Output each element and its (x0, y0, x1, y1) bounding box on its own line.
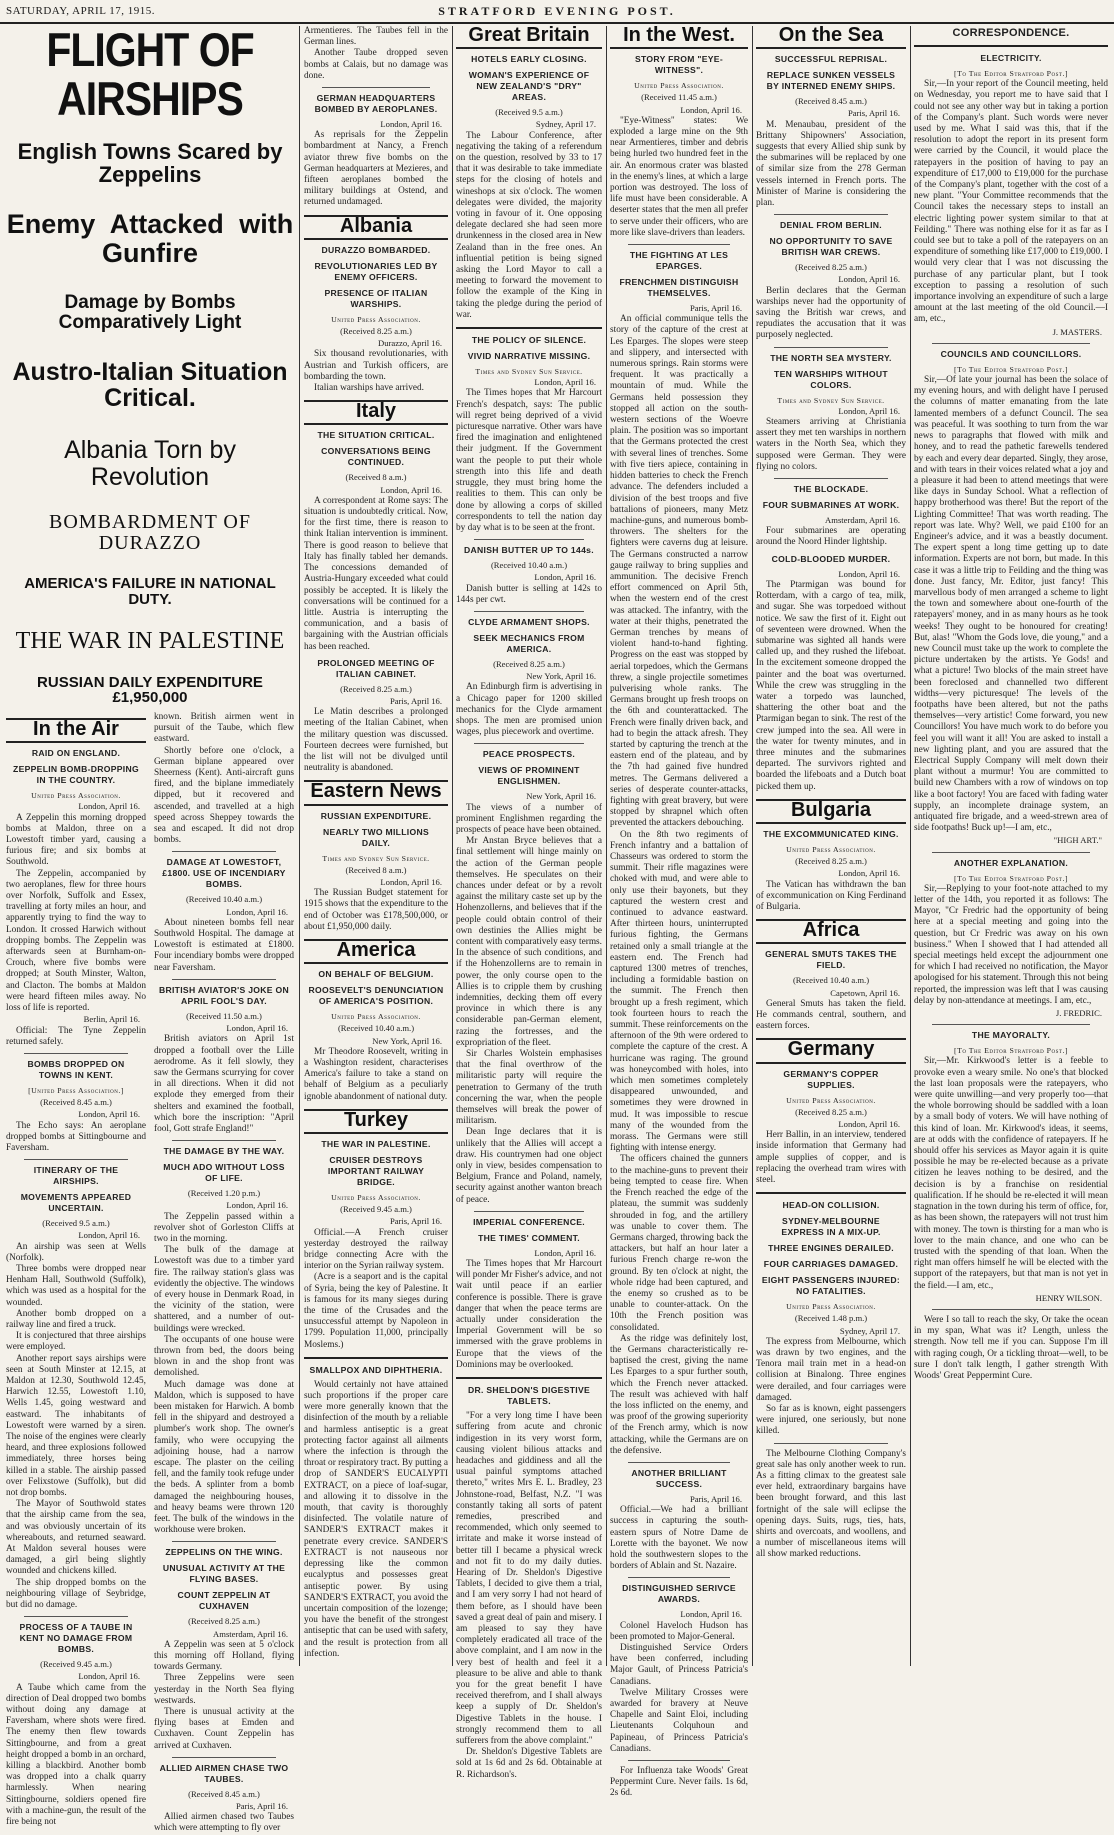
advertisement-text: Dr. Sheldon's Digestive Tablets are sold at 1s 6d and 2s 6d. Obtainable at R. Richardson's. (456, 1747, 602, 1780)
received-time: (Received 8.25 a.m.) (340, 326, 412, 337)
received-time: (Received 10.40 a.m.) (792, 975, 870, 986)
received-time: (Received 9.5 a.m.) (495, 107, 563, 118)
body-text: An official communique tells the story of the capture of the crest at Les Eparges. The slopes were steep and slippery, and intersected with numerous springs. Rain storms were frequent. It was practically a mountain of mud. While the Germans held possession they stopped all action on the south-western sections of the Woevre plain. The position was so important that the Germans protected the crest with several lines of trenches. Some with five tiers apiece, containing in hidden batteries to check the French advance. The defenders included a division of the best troops and five battalions of pioneers, many Metz machine-guns, and numerous bomb-throwers. The shelters for the fighters were caverns dug at leisure. The Germans constructed a narrow gauge railway to bring supplies and ammunition. The decisive French effort commenced on April 5th, when the western end of the crest was attacked. The infantry, with the water at their thighs, penetrated the German trenches by means of violent hand-to-hand fighting. Progress on the east was stopped by aerial torpedoes, which the Germans threw, a single projectile sometimes pulverising whole ranks. The Germans brought up fresh troops on the 6th and counterattacked. The French were finally driven back, and had to begin the attack afresh. They started by capturing the trench at the eastern end of the plateau, and by the 7th had gained five hundred metres. The Germans delivered a series of desperate counter-attacks, fighting with great bravery, but were stopped by shrapnel which often prevented the attackers debouching. (610, 314, 748, 829)
body-text: The officers chained the gunners to the machine-guns to prevent their being tempted to cease fire. When the French reached the edge of the plateau, the summit was suddenly shrouded in fog, and the artillery was unable to cover them. The Germans charged, throwing back the attackers, but half an hour later a furious French charge re-won the ground. By ten o'clock at night, the whole ridge had been captured, and the enemy so crushed as to be unable to counter-attack. On the 10th the French position was consolidated. (610, 1154, 748, 1333)
body-text: Colonel Haveloch Hudson has been promoted to Major-General. (610, 1620, 748, 1642)
dateline: Paris, April 16. (235, 1801, 288, 1812)
letter-text: Sir,—Of late your journal has been the solace of my evening hours, and with delight have I perused the columns of matter emanating from the late lamented members of a defunct Council. The sea was peaceful. It was soothing to turn from the war news to paragraphs that flowed with milk and honey, and to read the pathetic farewells tendered by each and every dear departed. Singly, they arose, and with tears in their voices related what a joy and a pleasure it had been to attend meetings that were like days in Sunday School. What a reflection of happy brotherhood was there! But the report of the Lighting Committee! That was worth reading. The report was late. Why? Well, we paid £100 for an Engineer's advice, and it was a beastly document. The expert spent a long time getting up to date information. Experts are not born, but made. In this case it was a little trip to Feilding and the thing was done. Just fancy, Mr. Editor, just fancy! This marvellous body of men arranged a scheme to light the town and somewhere about one-fourth of the ratepayers' money, and in as many hours as he took weeks! They ought to be honoured for creating! But, alas! "Whom the Gods love, die young," and a new Council must take up the work to complete the picture undertaken by the artists. Ye Gods! and what a picture! Two blocks of the main street have been foreclosed and channelled two different widths—very picturesque! The levels of the footpaths have been altered, but not the paths themselves—very artistic! Come forward, you new Councillors! You have much work to do before you feel you will want it all! You are asked to install a new lighting plant, and you are assured that the Electrical Supply Company will melt down their plant without a murmur! You are committed to build new Chambers with a row of windows on top like a boot factory! You are faced with fading water supply, an incomplete drainage system, an antiquated fire brigade, and a weed-strewn area of side footpaths! Buck up!—I am, etc., (914, 375, 1108, 834)
column-rule (606, 26, 607, 1666)
column-7 (914, 26, 1108, 1666)
subhead: ON BEHALF OF BELGIUM. (318, 969, 434, 980)
separator (474, 1211, 584, 1212)
dateline: New York, April 16. (372, 1035, 442, 1046)
separator (932, 343, 1090, 344)
headline-enemy-attacked: Enemy Attacked with Gunfire (6, 209, 294, 268)
body-text: The Vatican has withdrawn the ban of excommunication on King Ferdinand of Bulgaria. (756, 879, 906, 912)
dateline: Amsterdam, April 16. (825, 515, 900, 526)
dateline: London, April 16. (534, 572, 596, 583)
subhead: SUCCESSFUL REPRISAL. (774, 54, 888, 65)
source-line: Times and Sydney Sun Service. (322, 853, 430, 863)
received-time: (Received 8.25 a.m.) (493, 658, 565, 669)
received-time: (Received 8.25 a.m.) (795, 262, 867, 273)
subhead: HEAD-ON COLLISION. (782, 1200, 880, 1211)
editor-address: [To The Editor Stratford Post.] (953, 873, 1068, 883)
subhead: STORY FROM "EYE-WITNESS". (635, 54, 723, 76)
body-text: A correspondent at Rome says: The situation is undoubtedly critical. Now, for the first time, there is reason to think Italian intervention is imminent. There is good reason to believe that Italy has finally tabled her demands. The concessions demanded of Austria-Hungary exceeded what could possibly be accepted. It is likely the conversations will be continued for a little. Austria is interrupting the communication, and a basis of bargaining with the Austrian officials has been reached. (304, 495, 448, 652)
separator (914, 45, 1108, 47)
body-text: known. British airmen went in pursuit of the Taube, which flew eastward. (154, 712, 294, 745)
subhead: THE MAYORALTY. (971, 1030, 1051, 1041)
subhead: COUNT ZEPPELIN AT CUXHAVEN (177, 1590, 271, 1612)
body-text: Shortly before one o'clock, a German biplane appeared over Sheerness (Kent). Anti-aircraft guns fired, and the biplane immediately dipped, but it recovered and ascended, and travelled at a high speed across Sheppey towards the sea and escaped. It did not drop bombs. (154, 745, 294, 846)
subhead: ALLIED AIRMEN CHASE TWO TAUBES. (159, 1762, 289, 1784)
separator (172, 1541, 276, 1542)
column-rule (452, 26, 453, 1666)
separator (24, 1053, 128, 1054)
subhead: ROOSEVELT'S DENUNCIATION OF AMERICA'S POSITION. (308, 985, 444, 1007)
dateline: London, April 16. (226, 1200, 288, 1211)
body-text: The views of a number of prominent Englishmen regarding the prospects of peace have been obtained. (456, 802, 602, 835)
subhead: NEARLY TWO MILLIONS DAILY. (323, 826, 429, 848)
received-time: (Received 10.40 a.m.) (337, 1023, 415, 1034)
dateline: London, April 16. (680, 1609, 742, 1620)
separator (628, 1462, 730, 1463)
body-text: A Zeppelin this morning dropped bombs at Maldon, three on a Lowestoft timber yard, causing a furious fire; and six bombs at Southwold. (6, 812, 146, 868)
body-text: An airship was seen at Wells (Norfolk). (6, 1241, 146, 1263)
dateline: London, April 16. (680, 104, 742, 115)
body-text: The Labour Conference, after negativing the taking of a referendum on the question, resolved by 33 to 17 that it was desirable to take immediate steps for the closing of hotels and wineshops at six o'clock. The women delegates were divided, the majority voting in favour of it. One opposing delegate declared she had seen more drunkenness in the closed area in New Zealand than in the free ones. An influential petition is being signed asking the Lord Mayor to call a meeting to forward the movement to follow the example of the King in taking the pledge during the period of war. (456, 130, 602, 320)
separator (474, 611, 584, 612)
letter-text: Sir,—In your report of the Council meeting, held on Wednesday, you report me to have said that I could not see any other way but in taking a portion of the Company's plant. Such words were never used by me. What I said was this, that if the resolution to adopt the report in its present form were carried by the Council, it would place the ratepayers in the position of having to pay an expenditure of £17,000 to £19,000 for the purchase of the Company's plant, together with the cost of a new plant. "Your Committee recommends that the Council takes the necessary steps to install an electric lighting power system similar to that at Feilding." There was nothing else for it as far as I could see but to take a poll of the ratepayers on an expenditure of something like £17,000 to £19,000. I would very clear that I was not discussing the purchase of any particular plant, but I took exception to passing a resolution of such importance involving an expenditure of such a large amount at the last meeting of the old Council.—I am, etc., (914, 79, 1108, 325)
dateline: Durazzo, April 16. (378, 338, 442, 349)
separator (172, 1140, 276, 1141)
headline-war-palestine: THE WAR IN PALESTINE (15, 628, 285, 655)
body-text: Another bomb dropped on a railway line and fired a truck. (6, 1308, 146, 1330)
body-text: The Zeppelin, accompanied by two aeroplanes, flew for three hours over Norfolk, Suffolk and Essex, travelling at forty miles an hour, and apparently trying to find the way to London. It crossed Harwich without dropping bombs. The Zeppelin was afterwards seen at Burnham-on-Crouch, where five bombs were dropped; at South Minster, Walton, and Clacton. The bombs at Maldon were heard fifteen miles away. No loss of life is reported. (6, 868, 146, 1014)
subhead: THREE ENGINES DERAILED. (768, 1243, 894, 1254)
section-albania: Albania (304, 215, 448, 240)
body-text: The ship dropped bombs on the neighbouring village of Seybridge, but did no damage. (6, 1577, 146, 1611)
subhead: VIEWS OF PROMINENT ENGLISHMEN. (478, 765, 580, 787)
dateline: London, April 16. (78, 1230, 140, 1241)
subhead: VIVID NARRATIVE MISSING. (467, 351, 591, 362)
subhead: PEACE PROSPECTS. (482, 749, 576, 760)
subhead: DENIAL FROM BERLIN. (780, 220, 882, 231)
body-text: Dean Inge declares that it is unlikely that the Allies will accept a draw. His countrymen had one object only in view, besides compensation to Belgium, France and Poland, namely, security against another wanton breach of peace. (456, 1127, 602, 1205)
subhead: MOVEMENTS APPEARED UNCERTAIN. (20, 1192, 132, 1214)
body-text: The Ptarmigan was bound for Rotterdam, with a cargo of tea, milk, and sugar. She was torpedoed without notice. We saw the first of it. Eight out of seventeen were drowned. When the submarine was sighted all hands were called up, and they rushed the lifeboat. In the excitement someone dropped the painter and the boat was overturned. While the crew was struggling in the water a torpedo was launched, shattering the other boat and the Ptarmigan began to sink. The rest of the crew jumped into the sea. All were in the water for twenty minutes, and in three minutes and the submarines departed. The survivors righted and boarded the lifeboats and a Dutch boat picked them up. (756, 579, 906, 792)
body-text: Four submarines are operating around the Noord Hinder lightship. (756, 526, 906, 548)
column-1 (6, 23, 294, 1834)
separator (456, 327, 602, 329)
received-time: (Received 10.40 a.m.) (490, 560, 568, 571)
body-text: Six thousand revolutionaries, with Austrian and Turkish officers, are bombarding the town. (304, 349, 448, 382)
dateline: London, April 16. (838, 405, 900, 416)
body-text: The bulk of the damage at Lowestoft was due to a timber yard fire. The railway station's glass was evidently the objective. The windows of every house in Denmark Road, in the vicinity of the station, were shattered, and a number of out-buildings were wrecked. (154, 1245, 294, 1334)
body-text: The Times hopes that Mr Harcourt French's despatch, says: The public will regret being deprived of a vivid picturesque narrative. Other wars have fired the imagination and enlightened their judgment. If the Government want the people to put their whole strength into this life and death struggle, they must bring home the realities to them. This can only be done by allowing a corps of skilled correspondents to tell the nation day by day what is to be seen at the front. (456, 388, 602, 533)
subhead: CRUISER DESTROYS IMPORTANT RAILWAY BRIDGE. (327, 1155, 425, 1187)
subhead: FRENCHMEN DISTINGUISH THEMSELVES. (619, 277, 739, 299)
body-text: A Zeppelin was seen at 5 o'clock this morning off Holland, flying towards Germany. (154, 1639, 294, 1673)
dateline: London, April 16. (534, 1247, 596, 1258)
body-text: Le Matin describes a prolonged meeting of the Italian Cabinet, when the military question was discussed. Fourteen decrees were furnished, but the list will not be divulged until neutrality is abandoned. (304, 707, 448, 774)
dateline: London, April 16. (78, 1671, 140, 1682)
section-africa: Africa (756, 919, 906, 944)
column-2-inner (154, 712, 294, 1835)
dateline: Capetown, April 16. (830, 987, 900, 998)
subhead: BRITISH AVIATOR'S JOKE ON APRIL FOOL'S DAY. (158, 984, 290, 1006)
signature: HENRY WILSON. (1035, 1292, 1102, 1303)
body-text: Distinguished Service Orders have been conferred, including Major Gault, of Princess Patricia's Canadians. (610, 1643, 748, 1687)
subhead: DURAZZO BOMBARDED. (321, 244, 431, 255)
source-line: [United Press Association.] (28, 1085, 124, 1095)
received-time: (Received 8.45 a.m.) (40, 1097, 112, 1108)
subhead: THE NORTH SEA MYSTERY. (770, 352, 892, 363)
body-text: Berlin declares that the German warships never had the opportunity of saving the British war crews, and repudiates the accusation that it was purposely neglected. (756, 285, 906, 341)
subhead: THE SITUATION CRITICAL. (317, 430, 435, 441)
separator (932, 852, 1090, 853)
subhead: ELECTRICITY. (980, 53, 1042, 63)
subhead: ZEPPELIN BOMB-DROPPING IN THE COUNTRY. (13, 764, 139, 786)
body-text: About nineteen bombs fell near Southwold Hospital. The damage at Lowestoft is estimated at £1800. Four incendiary bombs were dropped near Faversham. (154, 917, 294, 973)
source-line: Times and Sydney Sun Service. (475, 367, 583, 377)
separator (322, 87, 430, 88)
section-germany: Germany (756, 1038, 906, 1063)
received-time: (Received 9.45 a.m.) (340, 1204, 412, 1215)
column-4 (456, 24, 603, 1780)
body-text: There is unusual activity at the flying bases at Emden and Cuxhaven. Count Zeppelin has arrived at Cuxhaven. (154, 1707, 294, 1751)
subhead: RAID ON ENGLAND. (31, 748, 121, 759)
body-text: Three Zeppelins were seen yesterday in the North Sea flying westwards. (154, 1673, 294, 1706)
advertisement-text: Would certainly not have attained such proportions if the proper care were more generally known that the disinfection of the mouth by a reliable and harmless antiseptic is a great protecting factor against all ailments where the infection is through the throat or respiratory tract. By putting a drop of SANDER'S EUCALYPTI EXTRACT, on a piece of loaf-sugar, and allowing it to dissolve in the mouth, that cavity is thoroughly disinfected. The volatile nature of SANDER'S EXTRACT makes it penetrate every crevice. SANDER'S EXTRACT is not nauseous nor depressing like the common eucalyptus and possesses great antiseptic power. By using SANDER'S EXTRACT, you avoid the uncertain composition of the lozenge; you have the benefit of the strongest antiseptic that can be used with safety, and the result is protection from all infection. (304, 1379, 448, 1659)
source-line: United Press Association. (786, 1302, 876, 1312)
body-text: Official.—A French cruiser yesterday destroyed the railway bridge connecting Acre with the interior on the Syrian railway system. (304, 1227, 448, 1272)
subhead: COUNCILS AND COUNCILLORS. (940, 348, 1082, 359)
body-text: Three bombs were dropped near Henham Hall, Southwold (Suffolk), which was used as a hospital for the wounded. (6, 1263, 146, 1308)
body-text: Mr Theodore Roosevelt, writing in a Washington resident, characterises America's failure to take a stand on behalf of Belgium as a peculiarly ignoble abandonment of national duty. (304, 1046, 448, 1102)
subhead: DAMAGE AT LOWESTOFT, £1800. USE OF INCENDIARY BOMBS. (162, 857, 286, 890)
subhead: TEN WARSHIPS WITHOUT COLORS. (774, 368, 888, 390)
separator (474, 743, 584, 744)
advertisement-text: Were I so tall to reach the sky, Or take the ocean in my span, What was it? Length, unless the strength. Now tell me if you can. Suppose I'm ill with raging cough, Or a tickling throat—well, to be sure I don't talk length, I gather strength With Woods' Great Peppermint Cure. (914, 1314, 1108, 1381)
dateline: London, April 16. (838, 274, 900, 285)
body-text: Allied airmen chased two Taubes which were attempting to fly over (154, 1812, 294, 1834)
dateline: London, April 16. (78, 1109, 140, 1120)
received-time: (Received 8.25 a.m.) (188, 1616, 260, 1627)
body-text: The occupants of one house were thrown from bed, the doors being blown in and the shop front was demolished. (154, 1334, 294, 1379)
masthead (0, 0, 1114, 24)
subhead: EIGHT PASSENGERS INJURED: NO FATALITIES. (761, 1275, 901, 1297)
section-italy: Italy (304, 400, 448, 425)
section-turkey: Turkey (304, 1109, 448, 1134)
subhead: GERMAN HEADQUARTERS BOMBED BY AEROPLANES. (314, 93, 438, 115)
headline-austro-italian: Austro-Italian Situation Critical. (12, 357, 288, 413)
subhead: SEEK MECHANICS FROM AMERICA. (473, 632, 585, 654)
body-text: M. Menaubau, president of the Brittany Shipowners' Association, suggests that every Allied ship sunk by the submarines will be replaced by one of similar size from the 278 German vessels interned in French ports. The Minister of Marine is considering the plan. (756, 119, 906, 209)
dateline: New York, April 16. (526, 671, 596, 682)
separator (456, 1377, 602, 1379)
signature: J. FREDRIC. (1055, 1008, 1102, 1019)
headline-bombardment-durazzo: BOMBARDMENT OF DURAZZO (49, 510, 251, 554)
subhead: THE DAMAGE BY THE WAY. (163, 1146, 285, 1157)
subhead: DISTINGUISHED SERIVCE AWARDS. (622, 1583, 736, 1605)
column-5 (610, 24, 748, 1799)
body-text: So far as is known, eight passengers were injured, one seriously, but none killed. (756, 1404, 906, 1437)
separator (628, 1577, 730, 1578)
source-line: United Press Association. (786, 844, 876, 854)
subhead: IMPERIAL CONFERENCE. (473, 1216, 585, 1227)
separator (774, 1443, 888, 1444)
column-rule (299, 26, 300, 1666)
subhead: GERMANY'S COPPER SUPPLIES. (783, 1068, 879, 1090)
body-text: A Taube which came from the direction of Deal dropped two bombs without doing any damage at Faversham, where shots were fired. The enemy then flew towards Sittingbourne, and from a great height dropped a bomb in an orchard, killing a blackbird. Another bomb was dropped into a chalk quarry harmlessly. When nearing Sittingbourne, soldiers opened fire with a machine-gun, the result of the fire being not (6, 1682, 146, 1828)
separator (24, 1616, 128, 1617)
dateline: Berlin, April 16. (83, 1014, 140, 1025)
body-text: Official: The Tyne Zeppelin returned safely. (6, 1025, 146, 1047)
editor-address: [To The Editor Stratford Post.] (953, 1046, 1068, 1056)
dateline: New York, April 16. (526, 791, 596, 802)
received-time: (Received 8.45 a.m.) (795, 96, 867, 107)
issue-date: SATURDAY, APRIL 17, 1915. (6, 5, 156, 17)
separator (774, 214, 888, 215)
section-in-the-west: In the West. (610, 26, 748, 49)
signature: "HIGH ART." (1053, 835, 1102, 846)
received-time: (Received 11.45 a.m.) (641, 92, 717, 103)
separator (304, 1357, 448, 1359)
subhead: FOUR CARRIAGES DAMAGED. (763, 1259, 899, 1270)
subhead: DR. SHELDON'S DIGESTIVE TABLETS. (467, 1385, 591, 1407)
headline-russian-expenditure: RUSSIAN DAILY EXPENDITURE £1,950,000 (37, 673, 263, 707)
received-time: (Received 11.50 a.m.) (186, 1010, 262, 1021)
separator (932, 1024, 1090, 1025)
separator (628, 1760, 730, 1761)
column-6 (756, 26, 906, 1666)
received-time: (Received 8 a.m.) (345, 472, 407, 483)
dateline: Paris, April 16. (689, 1493, 742, 1504)
dateline: London, April 16. (380, 484, 442, 495)
subhead: UNUSUAL ACTIVITY AT THE FLYING BASES. (162, 1563, 286, 1585)
section-great-britain: Great Britain (456, 26, 602, 49)
dateline: London, April 16. (534, 377, 596, 388)
dateline: Paris, April 16. (389, 1216, 442, 1227)
dateline: London, April 16. (380, 119, 442, 130)
received-time: (Received 1.20 p.m.) (187, 1188, 261, 1199)
subhead: SMALLPOX AND DIPHTHERIA. (309, 1364, 443, 1375)
subhead: BOMBS DROPPED ON TOWNS IN KENT. (27, 1058, 125, 1080)
body-text: "Eye-Witness" states: We exploded a large mine on the 9th near Armentieres, timber and debris being hurled two hundred feet in the air. An enormous crater was blasted in the enemy's lines, at which a large portion was destroyed. The loss of life must have been considerable. A deserter states that the men all prefer to serve under their officers, who are more like slave-drivers than leaders. (610, 115, 748, 238)
subhead: REVOLUTIONARIES LED BY ENEMY OFFICERS. (314, 260, 438, 282)
dateline: London, April 16. (226, 906, 288, 917)
subhead: REPLACE SUNKEN VESSELS BY INTERNED ENEMY SHIPS. (766, 70, 896, 92)
received-time: (Received 10.40 a.m.) (185, 894, 263, 905)
subhead: MUCH ADO WITHOUT LOSS OF LIFE. (163, 1162, 285, 1184)
headline-english-towns: English Towns Scared by Zeppelins (17, 139, 283, 188)
body-text: Twelve Military Crosses were awarded for bravery at Neuve Chapelle and Saint Eloi, including Lieutenants Colquhoun and Papineau, of Princess Patricia's Canadians. (610, 1687, 748, 1754)
body-text: Steamers arriving at Christiania assert they met ten warships in northern waters in the North Sea, which they supposed were German. They were flying no colors. (756, 417, 906, 472)
separator (172, 979, 276, 980)
dateline: London, April 16. (838, 568, 900, 579)
subhead: THE POLICY OF SILENCE. (471, 335, 587, 346)
dateline: Paris, April 16. (847, 108, 900, 119)
source-line: United Press Association. (331, 314, 421, 324)
subhead: PROCESS OF A TAUBE IN KENT NO DAMAGE FROM BOMBS. (19, 1622, 133, 1655)
subhead: PROLONGED MEETING OF ITALIAN CABINET. (317, 657, 435, 679)
body-text: Armentieres. The Taubes fell in the German lines. (304, 26, 448, 48)
subhead: DANISH BUTTER UP TO 144s. (464, 545, 594, 556)
body-text: General Smuts has taken the field. He commands central, southern, and eastern forces. (756, 998, 906, 1032)
dateline: Sydney, April 17. (535, 119, 596, 130)
body-text: Official.—We had a brilliant success in capturing the south-eastern spurs of Notre Dame de Lorette with the bayonet. We now hold the southwestern slopes to the borders of Ablain and St. Nazaire. (610, 1505, 748, 1572)
body-text: The Zeppelin passed within a revolver shot of Gorleston Cliffs at two in the morning. (154, 1211, 294, 1244)
dateline: Sydney, April 17. (839, 1325, 900, 1336)
received-time: (Received 1.48 p.m.) (794, 1313, 868, 1324)
advertisement-text: The Melbourne Clothing Company's great sale has only another week to run. As a fitting climax to the greatest sale ever held, extraordinary bargains have been brought forward, and this last fortnight of the sale will eclipse the opening days. Suits, rugs, ties, hats, shirts and overcoats, and woollens, and a number of miscellaneous items will all show marked reductions. (756, 1448, 906, 1560)
received-time: (Received 9.5 a.m.) (42, 1218, 110, 1229)
body-text: Italian warships have arrived. (314, 383, 424, 394)
dateline: London, April 16. (380, 876, 442, 887)
subhead: SYDNEY-MELBOURNE EXPRESS IN A MIX-UP. (781, 1216, 881, 1238)
dateline: London, April 16. (838, 868, 900, 879)
separator (774, 347, 888, 348)
editor-address: [To The Editor Stratford Post.] (953, 364, 1068, 374)
letter-text: Sir,—Replying to your foot-note attached to my letter of the 14th, you reported it as follows: The Mayor, "Cr Fredric had the opportunity of being here at a special meeting and going into the question, but Cr Fredric was away on his own business." When I showed that I had attended all special meetings held except the adjournment one for which I had received no notification, the Mayor apologised for his statement. Through this not being reported, the impression was left that I was causing delay by non-attendance at meetings. I am, etc., (914, 883, 1109, 1006)
section-on-the-sea: On the Sea (756, 26, 906, 49)
body-text: Another Taube dropped seven bombs at Calais, but no damage was done. (304, 48, 448, 81)
body-text: Much damage was done at Maldon, which is supposed to have been mistaken for Harwich. A bomb fell in the shipyard and destroyed a plumber's work shop. The owner's family, who were occupying the adjoining house, had a narrow escape. The plaster on the ceiling fell, and the family took refuge under the beds. A splinter from a bomb damaged the neighbouring houses, and heavy beams were thrown 120 feet. The bulk of the windows in the workhouse were broken. (154, 1379, 294, 1536)
dateline: London, April 16. (838, 1119, 900, 1129)
subhead: ANOTHER EXPLANATION. (953, 857, 1069, 868)
editor-address: [To The Editor Stratford Post.] (953, 69, 1068, 78)
dateline: Paris, April 16. (689, 303, 742, 314)
advertisement-text: For Influenza take Woods' Great Peppermint Cure. Never fails. 1s 6d, 2s 6d. (610, 1766, 748, 1799)
source-line: United Press Association. (31, 791, 121, 801)
section-eastern-news: Eastern News (304, 780, 448, 805)
subhead: NO OPPORTUNITY TO SAVE BRITISH WAR CREWS. (769, 236, 893, 258)
source-line: United Press Association. (331, 1012, 421, 1022)
body-text: It is conjectured that three airships were employed. (6, 1331, 146, 1353)
subhead: FOUR SUBMARINES AT WORK. (762, 500, 900, 511)
dateline: London, April 16. (78, 801, 140, 812)
body-text: Mr Anstan Bryce believes that a final settlement will hinge mainly on the action of the German people themselves. He speculates on their chances under defeat or by a revolt against the military caste set up by the Hohenzollerns, and believes that if the people could obtain control of their own destinies the Allies might be content with comparatively easy terms. In the absence of such conditions, and if the Hohenzollerns are to remain in power, the only course open to the Allies is to cripple them by crushing indemnities, decking them off every province in which there is any considerable pan-German element, razing the fortresses, and the expropriation of the fleet. (456, 836, 602, 1048)
column-3 (304, 26, 448, 1666)
source-line: United Press Association. (786, 1095, 876, 1105)
column-rule (752, 26, 753, 1666)
subhead: THE EXCOMMUNICATED KING. (763, 828, 899, 839)
separator (774, 478, 888, 479)
received-time: (Received 8.25 a.m.) (340, 683, 412, 694)
subhead: THE TIMES' COMMENT. (478, 1232, 580, 1243)
headline-albania-torn: Albania Torn by Revolution (64, 436, 236, 491)
section-bulgaria: Bulgaria (756, 799, 906, 824)
subhead: CONVERSATIONS BEING CONTINUED. (321, 446, 431, 468)
separator (24, 1159, 128, 1160)
body-text: The express from Melbourne, which was drawn by two engines, and the Tenora mail train met in a head-on collision at Binalong. Three engines were derailed, and four carriages were damaged. (756, 1336, 906, 1403)
separator (172, 1757, 276, 1758)
body-text: (Acre is a seaport and is the capital of Syria, being the key of Palestine. It is famous for its many sieges during the time of the Crusades and the unsuccessful attempt by Napoleon in 1799. Population 11,000, principally Moslems.) (304, 1272, 448, 1350)
headline-damage-by-bombs: Damage by Bombs Comparatively Light (58, 291, 242, 333)
body-text: Sir Charles Wolstein emphasises that the final overthrow of the militaristic party will require the penetration to Germany of the truth concerning the war, when the people themselves will break the power of militarism. (456, 1049, 602, 1127)
subhead: COLD-BLOODED MURDER. (771, 553, 891, 564)
dateline: Amsterdam, April 16. (213, 1628, 288, 1639)
subhead: ITINERARY OF THE AIRSHIPS. (33, 1165, 119, 1187)
received-time: (Received 8.25 a.m.) (795, 856, 867, 867)
received-time: (Received 8 a.m.) (345, 864, 407, 875)
advertisement-text: "For a very long time I have been suffering from acute and chronic indigestion in its very worst form, causing violent bilious attacks and headaches and giddiness and all the usual painful symptoms attached thereto," writes Mrs E. L. Bradley, 23 Johnstone-road, Belfast, N.Z. "I was constantly taking all sorts of patent remedies, prescribed and recommended, which only seemed to irritate and make it worse instead of better till I became a physical wreck and not fit to do my daily duties. Hearing of Dr. Sheldon's Digestive Tablets, I decided to give them a trial, and I am very sorry I had not heard of them before, as I should have been saved a great deal of pain and misery. I am pleased to say they have completely eradicated all trace of the above complaint, and I am now in the very best of health and feel it a pleasure to be alive and able to thank you for the great benefit I have received therefrom, and I shall always keep a supply of Dr. Sheldon's Digestive Tablets in the house. I strongly recommend them to all sufferers from the above complaint." (456, 1411, 602, 1746)
source-line: United Press Association. (634, 81, 724, 91)
subhead: THE BLOCKADE. (793, 484, 869, 495)
subhead: WOMAN'S EXPERIENCE OF NEW ZEALAND'S "DRY" AREAS. (468, 70, 590, 103)
column-rule (910, 26, 911, 1666)
section-in-the-air: In the Air (6, 718, 146, 743)
letter-text: Sir,—Mr. Kirkwood's letter is a feeble to provoke even a weary smile. No one's that blocked the last loan proposals were the ratepayers, who were quite unwilling—and very properly too—that the whole borrowing should be saddled with a loan by a small body of voters. We will have nothing of this kind of loan. Mr. Kirkwood's ideas, it seems, are at odds with the confidence of ratepayers. If he should offer his services as Mayor again it is quite possible he may be re-elected because as a private citizen he leaves nothing to be desired, and the decision is by a franchise on residential qualification. If he should be re-elected it will mean stagnation in the town during his term of office, for, as has been shown, the ratepayers will not trust him with money. The town is thirsting for a man who is lover to the main chance, and one who can be trusted with the spending of that loan. When the right man offers himself he will be elected with the support of the ratepayers, but that man is not yet in the field.—I am, etc., (914, 1056, 1108, 1291)
signature: J. MASTERS. (1052, 326, 1102, 337)
section-america: America (304, 939, 448, 964)
subhead: ANOTHER BRILLIANT SUCCESS. (631, 1467, 727, 1489)
body-text: The Russian Budget statement for 1915 shows that the expenditure to the end of October was £178,500,000, or about £1,950,000 daily. (304, 888, 448, 932)
body-text: An Edinburgh firm is advertising in a Chicago paper for 1200 skilled mechanics for the Clyde armament shops. The men are promised union wages, plus piecework and overtime. (456, 682, 602, 738)
headline-america-failure: AMERICA'S FAILURE IN NATIONAL DUTY. (24, 574, 276, 608)
subhead: THE WAR IN PALESTINE. (321, 1139, 431, 1149)
subhead: PRESENCE OF ITALIAN WARSHIPS. (324, 287, 428, 309)
headline-flight-of-airships: FLIGHT OF AIRSHIPS (46, 23, 254, 126)
body-text: The Echo says: An aeroplane dropped bombs at Sittingbourne and Faversham. (6, 1120, 146, 1153)
separator (628, 244, 730, 245)
separator (932, 1309, 1090, 1310)
body-text: As reprisals for the Zeppelin bombardment at Nancy, a French aviator threw five bombs on the German headquarters at Mezieres, and fifteen aeroplanes bombed the military buildings at Ostend, and returned undamaged. (304, 130, 448, 208)
body-text: Another report says airships were seen at South Minster at 12.15, at Maldon at 12.30, Southwold 12.45, Harwich 12.55, Lowestoft 1.10, Wells 1.45, going westward and eastward. The inhabitants of Lowestoft were warned by a siren. The noise of the engines were clearly heard, and three explosions followed immediately, three horses being killed in a stable. The airship passed over Felixstowe (Suffolk), but did not drop bombs. (6, 1353, 146, 1498)
body-text: Herr Ballin, in an interview, tendered inside information that Germany had ample supplies of copper, and is replacing the overhead tram wires with steel. (756, 1130, 906, 1186)
separator (172, 851, 276, 852)
source-line: Times and Sydney Sun Service. (777, 395, 885, 405)
body-text: The Times hopes that Mr Harcourt will ponder Mr Fisher's advice, and not wait until peace if an earlier conference is possible. There is grave danger that when the peace terms are actually under consideration the Imperial Government will be so immersed with the grave problems in Europe that the views of the Dominions may be overlooked. (456, 1259, 603, 1370)
subhead: CLYDE ARMAMENT SHOPS. (468, 616, 590, 627)
body-text: The Mayor of Southwold states that the airship came from the sea, and was obviously uncertain of its whereabouts, and returned seaward. At Maldon several houses were damaged, a girl being slightly wounded and chickens killed. (6, 1499, 146, 1577)
body-text: Danish butter is selling at 142s to 144s per cwt. (456, 583, 602, 605)
body-text: British aviators on April 1st dropped a football over the Lille aerodrome. As it fell slowly, they saw the Germans scurrying for cover in all directions. When it did not explode they emerged from their shelters and examined the football, which bore the inscription: "April fool, Gott strafe England!" (154, 1034, 294, 1134)
subhead: THE FIGHTING AT LES EPARGES. (629, 250, 729, 272)
body-text: As the ridge was definitely lost, the Germans characteristically re-baptised the crest, giving the name Les Eparges to a spur further south, which the French never attacked. The result was achieved with half the loss inflicted on the enemy, and was proof of the growing superiority of the French army, which is now attacking, while the Germans are on the defensive. (610, 1333, 748, 1456)
received-time: (Received 9.45 a.m.) (40, 1659, 112, 1670)
source-line: United Press Association. (331, 1193, 421, 1202)
subhead: GENERAL SMUTS TAKES THE FIELD. (765, 949, 897, 971)
dateline: Paris, April 16. (389, 695, 442, 706)
subhead: HOTELS EARLY CLOSING. (471, 54, 587, 65)
subhead: RUSSIAN EXPENDITURE. (320, 810, 432, 821)
paper-title: STRATFORD EVENING POST. (438, 4, 676, 18)
received-time: (Received 8.45 a.m.) (188, 1788, 260, 1799)
body-text: On the 8th two regiments of French infantry and a battalion of Chasseurs was ordered to storm the summit. Their rifle magazines were choked with mud, and were able to only use their bayonets, but they captured the western crest and continued to advance eastward. After thirteen hours, uninterrupted furious fighting, the Germans retained only a small triangle at the eastern end. The French had captured 1300 metres of trenches, including a formidable bastion on the summit. The French then brought up a fresh regiment, which took fourteen hours to reach the summit. These reinforcements on the afternoon of the 9th were ordered to complete the capture of the crest. A hurricane was raging. The ground was honeycombed with holes, into which men sometimes completely disappeared unwounded, and sometimes they were drowned in mud. It was impossible to rescue many of the wounded from the morass. The Germans were still fighting with intense energy. (610, 829, 748, 1154)
separator (756, 1192, 906, 1194)
received-time: (Received 8.25 a.m.) (795, 1106, 867, 1117)
subhead: ZEPPELINS ON THE WING. (165, 1547, 283, 1558)
section-correspondence: CORRESPONDENCE. (952, 27, 1070, 39)
dateline: London, April 16. (226, 1023, 288, 1034)
separator (474, 539, 584, 540)
